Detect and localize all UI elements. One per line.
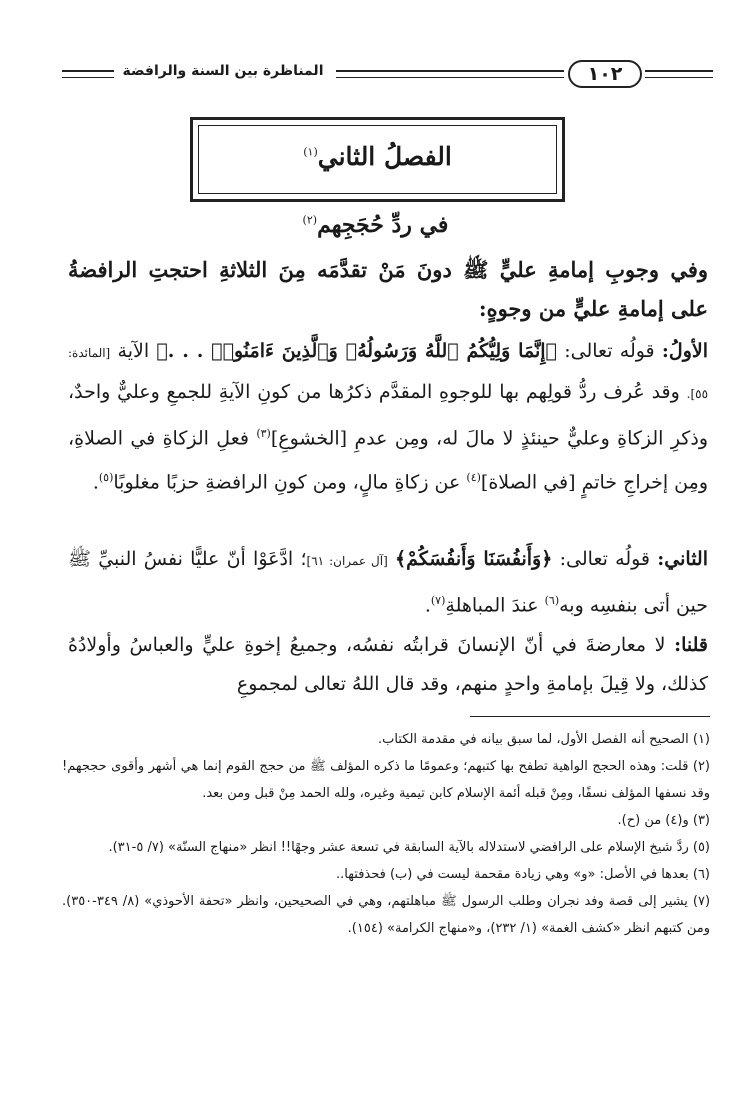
reply-paragraph	[68, 626, 708, 704]
first-argument	[68, 332, 708, 503]
footnote-7: (٧) يشير إلى قصة وفد نجران وطلب الرسول ﷺ مباهلتهم، وهي في الصحيحين، وانظر «تحفة الأحوذي» (٨/ ٣٤٩-٣٥٠). ومن كتبهم انظر «كشف الغمة» (١/ ٢٣٢)، و«منهاج الكرامة» (١٥٤).	[62, 894, 711, 936]
first-text2: الآية	[117, 340, 150, 362]
header-rule-middle	[336, 70, 564, 78]
footnote-6: (٦) بعدها في الأصل: «و» وهي زيادة مقحمة ليست في (ب) فحذفتها..	[336, 867, 710, 882]
running-title: المناظرة بين السنة والرافضة	[122, 63, 324, 79]
reply-label: قلنا:	[674, 634, 708, 656]
note-ref-5: (٥)	[98, 471, 114, 485]
chapter-frame	[190, 117, 565, 202]
second-verse: ﴿وَأَنفُسَنَا وَأَنفُسَكُمْ﴾	[395, 548, 553, 570]
second-label: الثاني:	[657, 548, 708, 570]
note-ref-6: (٦)	[544, 594, 560, 607]
first-label: الأولُ:	[661, 340, 709, 362]
subtitle-note-ref: (٢)	[302, 213, 318, 227]
second-ref: [آل عمران: ٦١]	[306, 554, 388, 568]
chapter-title-text: الفصلُ الثاني	[317, 142, 452, 171]
first-end: .	[92, 471, 99, 494]
first-text1: قولُه تعالى:	[564, 340, 655, 362]
header-rule-right	[645, 70, 713, 78]
note-ref-7: (٧)	[430, 594, 446, 607]
note-ref-3: (٣)	[256, 427, 271, 440]
footnotes	[62, 726, 710, 942]
second-end: .	[424, 594, 431, 617]
page-number: ١٠٢	[568, 60, 642, 88]
footnote-5: (٥) ردَّ شيخ الإسلام على الرافضي لاستدلاله بالآية السابقة في تسعة عشر وجهًا!! انظر «منهاج السنّة» (٧/ ٥-٣١).	[108, 840, 710, 855]
chapter-note-ref: (١)	[303, 145, 318, 159]
reply-text: لا معارضةَ في أنّ الإنسانَ قرابتُه نفسُه، وجميعُ إخوةِ عليٍّ والعباسُ وأولادُهُ كذلك، ولا قِيلَ بإمامةِ واحدٍ منهم، وقد قال اللهُ تعالى لمجموعِ	[68, 634, 708, 695]
footnote-divider	[470, 716, 710, 717]
second-text1: قولُه تعالى:	[559, 548, 651, 570]
note-ref-4: (٤)	[466, 471, 481, 485]
first-ref: [المائدة: ٥٥].	[68, 346, 709, 401]
first-text3: وقد عُرف ردُّ قولِهم بها للوجوهِ المقدَّم ذكرُها من كونِ الآيةِ للجمعِ وعليٌّ واحدٌ، وذكرِ الزكاةِ وعليٌّ حينئذٍ لا مالَ له، ومِن عدمِ [الخشوعِ]	[68, 381, 708, 450]
section-subtitle	[0, 212, 751, 238]
second-argument	[68, 540, 708, 625]
second-text3: عندَ المباهلةِ	[445, 594, 539, 617]
chapter-title	[193, 142, 562, 171]
intro-paragraph: وفي وجوبِ إمامةِ عليٍّ ﷺ دونَ مَنْ تقدَّمَه مِنَ الثلاثةِ احتجتِ الرافضةُ على إمامةِ عليٍّ من وجوهٍ:	[68, 257, 708, 321]
first-text5: عن زكاةِ مالٍ، ومن كونِ الرافضةِ حزبًا مغلوبًا	[113, 471, 461, 494]
first-text4: فعلِ الزكاةِ في الصلاةِ، ومِن إخراجِ خاتمٍ [في الصلاة]	[68, 427, 708, 494]
footnote-1: (١) الصحيح أنه الفصل الأول، لما سبق بيانه في مقدمة الكتاب.	[378, 732, 710, 747]
running-header	[0, 60, 751, 92]
footnote-2: (٢) قلت: وهذه الحجج الواهية تطفح بها كتبهم؛ وعمومًا ما ذكره المؤلف ﷺ من حجج القوم إنما هي أشهر وأقوى حججهم! وقد نسفها المؤلف نسفًا، ومِنْ قبله أئمة الإسلام كابن تيمية وغيره، ولله الحمد مِنْ قبل ومن بعد.	[62, 759, 710, 801]
header-rule-left	[62, 70, 114, 78]
subtitle-text: في ردِّ حُجَجِهم	[317, 212, 449, 238]
footnote-3-4: (٣) و(٤) من (ح).	[617, 813, 710, 828]
first-verse: ﴿إِنَّمَا وَلِيُّكُمُ ٱللَّهُ وَرَسُولُهُۥ وَٱلَّذِينَ ءَامَنُوا۟ . . .﴾	[156, 340, 557, 362]
second-text2: ؛ ادَّعَوْا أنّ عليًّا نفسُ النبيِّ ﷺ حين أتى بنفسِه وبه	[68, 548, 708, 617]
